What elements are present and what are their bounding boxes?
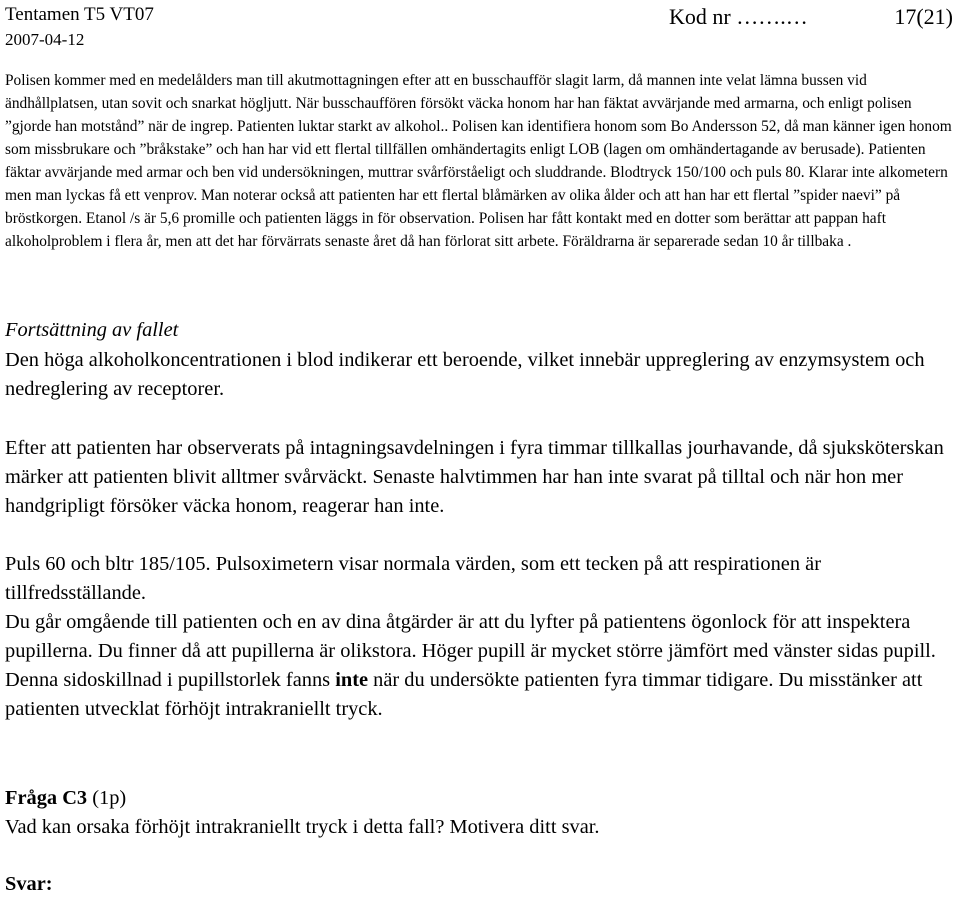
exam-date: 2007-04-12 bbox=[5, 30, 85, 49]
continuation-paragraph-3: Puls 60 och bltr 185/105. Pulsoximetern visar normala värden, som ett tecken på att respirationen är tillfredsställande. bbox=[5, 553, 821, 604]
page-header bbox=[5, 2, 953, 54]
question-points: (1p) bbox=[87, 787, 127, 809]
continuation-paragraph-4 bbox=[5, 608, 955, 724]
paragraph-4-end: när du undersökte patienten fyra timmar tidigare. Du misstänker att patienten utvecklat förhöjt intrakraniellt tryck. bbox=[5, 669, 923, 720]
paragraph-4-start: Du går omgående till patienten och en av dina åtgärder är att du lyfter på patientens ögonlock för att inspektera pupillerna. Du finner då att pupillerna är olikstora. Höger pupill är mycket större jämfört med vänster sidas pupill. Denna sidoskillnad i pupillstorlek fanns bbox=[5, 611, 936, 691]
continuation-paragraph-1: Den höga alkoholkoncentrationen i blod indikerar ett beroende, vilket innebär uppreglering av enzymsystem och nedreglering av receptorer. bbox=[5, 349, 925, 400]
continuation-heading: Fortsättning av fallet bbox=[5, 319, 179, 341]
page-number: 17(21) bbox=[894, 4, 953, 29]
emphasis-inte: inte bbox=[335, 669, 369, 691]
continuation-paragraph-2: Efter att patienten har observerats på intagningsavdelningen i fyra timmar tillkallas jourhavande, då sjuksköterskan märker att patienten blivit alltmer svårväckt. Senaste halvtimmen har han inte svarat på tilltal och när hon mer handgripligt försöker väcka honom, reagerar han inte. bbox=[5, 437, 944, 517]
code-number-field: Kod nr …….… bbox=[669, 4, 808, 29]
question-heading bbox=[5, 784, 955, 813]
question-text: Vad kan orsaka förhöjt intrakraniellt tryck i detta fall? Motivera ditt svar. bbox=[5, 816, 600, 838]
case-description: Polisen kommer med en medelålders man till akutmottagningen efter att en busschaufför slagit larm, då mannen inte velat lämna bussen vid ändhållplatsen, utan sovit och snarkat högljutt. När busschauffören försökt väcka honom har han fäktat avvärjande med armarna, och enligt polisen ”gjorde han motstånd” när de ingrep. Patienten luktar starkt av alkohol.. Polisen kan identifiera honom som Bo Andersson 52, då man känner igen honom som missbrukare och ”bråkstake” och han har vid ett flertal tillfällen omhändertagits enligt LOB (lagen om omhändertagande av berusade). Patienten fäktar avvärjande med armar och ben vid undersökningen, muttrar svårförståeligt och sluddrande. Blodtryck 150/100 och puls 80. Klarar inte alkometern men man lyckas få ett venprov. Man noterar också att patienten har ett flertal blåmärken av olika ålder och att han har ett flertal ”spider naevi” på bröstkorgen. Etanol /s är 5,6 promille och patienten läggs in för observation. Polisen har fått kontakt med en dotter som berättar att pappan haft alkoholproblem i flera år, men att det har förvärrats senaste året då han förlorat sitt arbete. Föräldrarna är separerade sedan 10 år tillbaka . bbox=[5, 72, 952, 250]
exam-title: Tentamen T5 VT07 bbox=[5, 4, 154, 25]
question-label: Fråga C3 bbox=[5, 787, 88, 809]
answer-label: Svar: bbox=[5, 873, 53, 895]
